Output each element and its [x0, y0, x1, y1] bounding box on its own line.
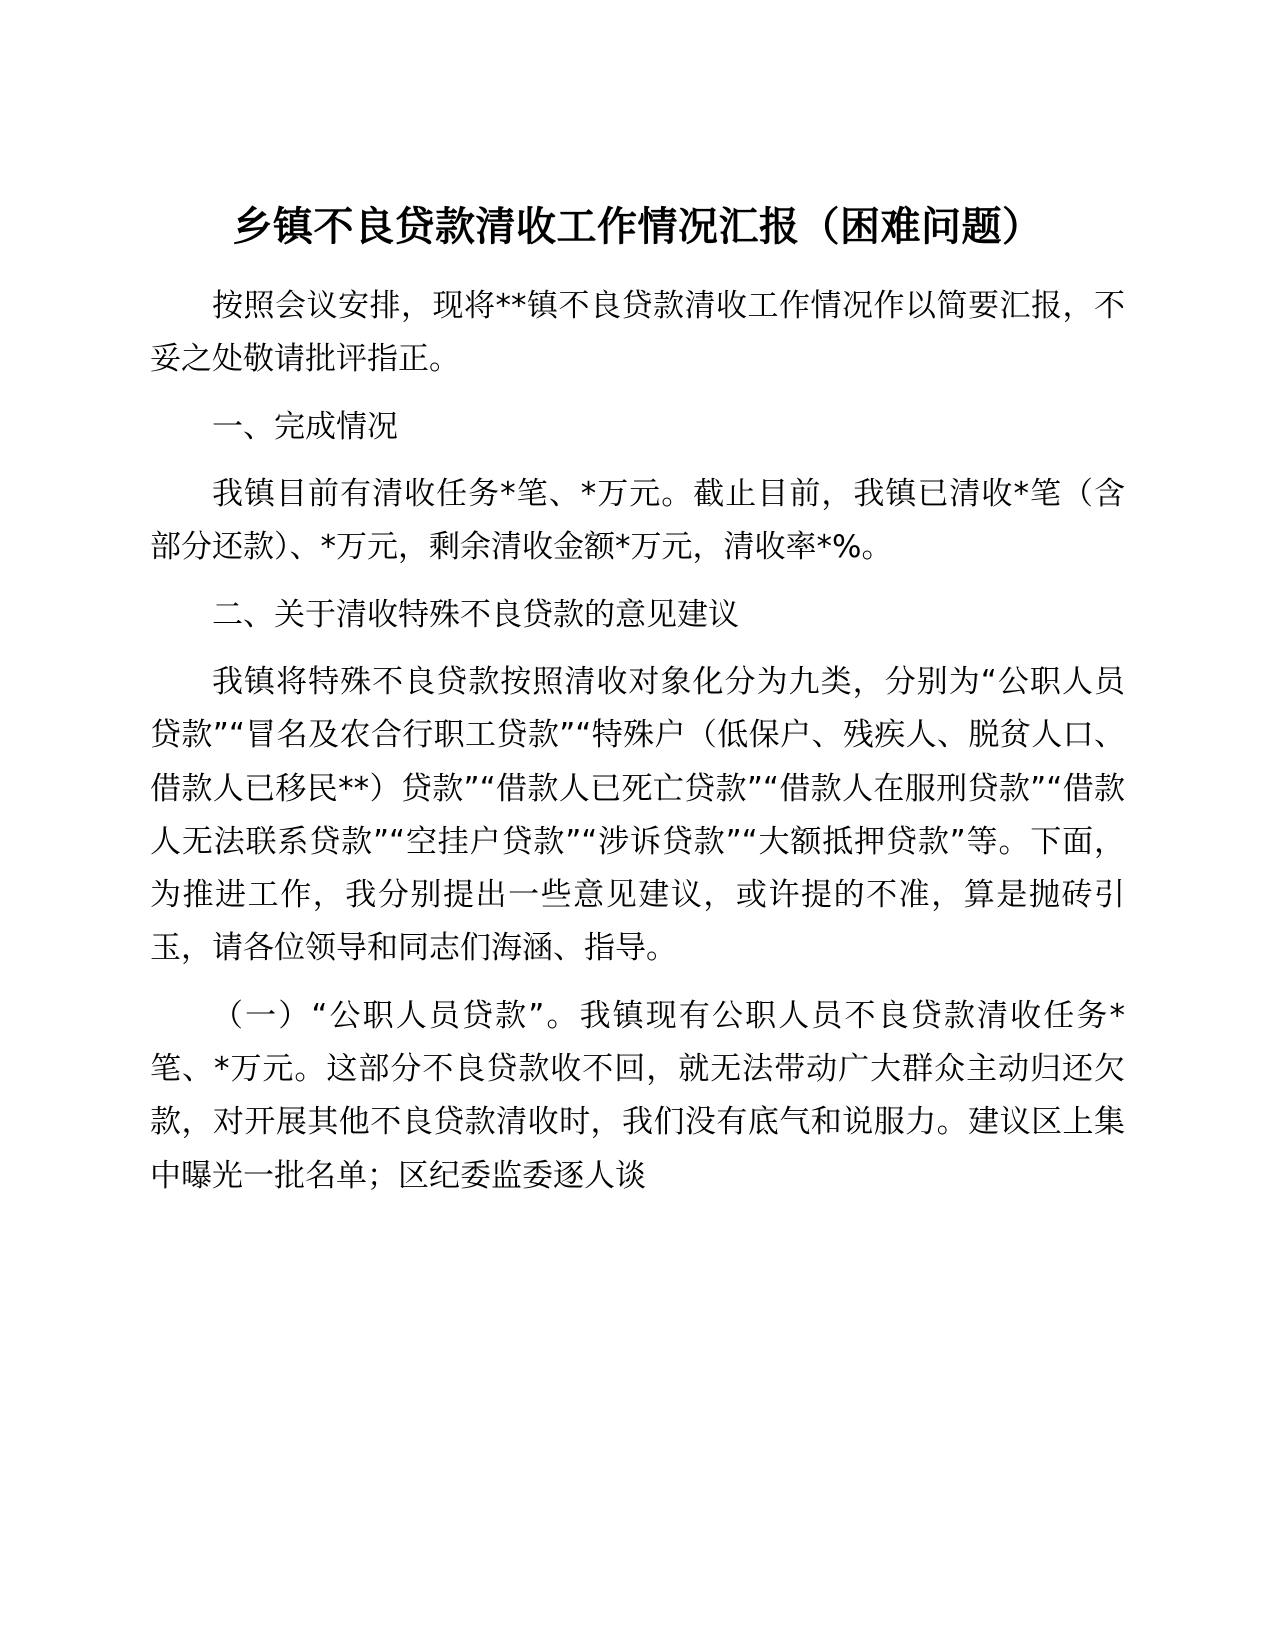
paragraph-subsection-1: （一）“公职人员贷款”。我镇现有公职人员不良贷款清收任务*笔、*万元。这部分不良贷款收不回，就无法带动广大群众主动归还欠款，对开展其他不良贷款清收时，我们没有底气和说服力。建议区上集中曝光一批名单；区纪委监委逐人谈 [150, 997, 1125, 1194]
paragraph-categories: 我镇将特殊不良贷款按照清收对象化分为九类，分别为“公职人员贷款”“冒名及农合行职工贷款”“特殊户（低保户、残疾人、脱贫人口、借款人已移民**）贷款”“借款人已死亡贷款”“借款人在服刑贷款”“借款人无法联系贷款”“空挂户贷款”“涉诉贷款”“大额抵押贷款”等。下面，为推进工作，我分别提出一些意见建议，或许提的不准，算是抛砖引玉，请各位领导和同志们海涵、指导。 [150, 663, 1125, 967]
section-heading-1: 一、完成情况 [212, 408, 398, 445]
document-title: 乡镇不良贷款清收工作情况汇报（困难问题） [232, 204, 1043, 250]
paragraph-completion-status: 我镇目前有清收任务*笔、*万元。截止目前，我镇已清收*笔（含部分还款）、*万元，剩余清收金额*万元，清收率*%。 [150, 475, 1125, 566]
section-heading-2: 二、关于清收特殊不良贷款的意见建议 [212, 596, 739, 633]
paragraph-intro: 按照会议安排，现将**镇不良贷款清收工作情况作以简要汇报，不妥之处敬请批评指正。 [150, 288, 1125, 378]
